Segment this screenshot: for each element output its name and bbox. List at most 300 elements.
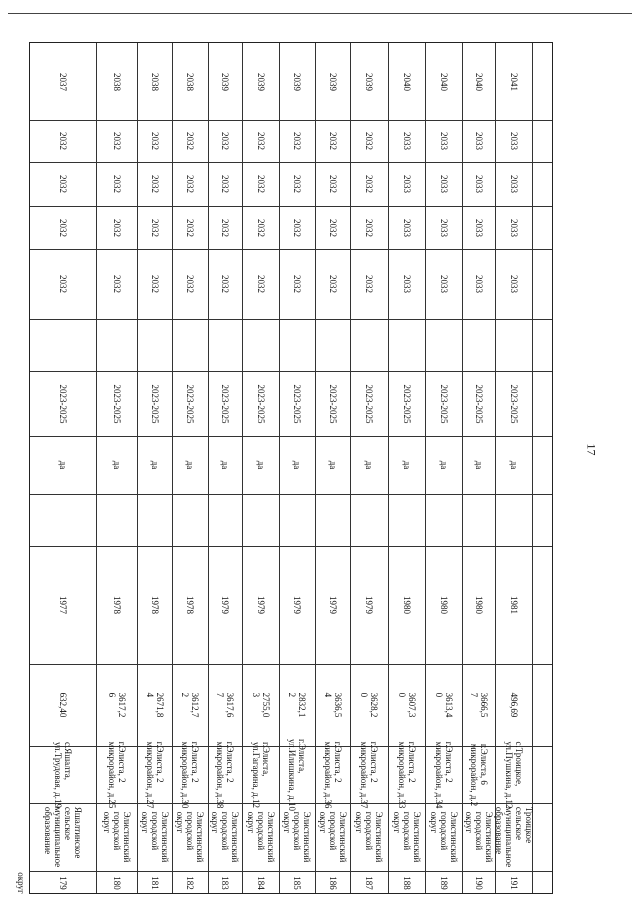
cell-c9 [462,249,495,319]
cell-text: 2671,8 4 [144,692,165,718]
cell-text: Элистинский городской округ [463,811,494,863]
cell-address [242,741,279,808]
cell-text: 2032 [220,132,230,150]
cell-c13 [388,43,425,120]
cell-c-empty [315,494,350,546]
cell-c10 [425,206,462,249]
cell-c10 [462,206,495,249]
cell-text: 2033 [508,275,519,293]
cell-text: 3666,5 7 [468,692,489,718]
top-rule [8,13,632,14]
cell-area [495,664,532,746]
cell-c9 [30,249,96,319]
cell-num [30,871,96,895]
cell-district [242,803,279,871]
cell-text: 2032 [327,175,338,193]
cell-c8 [350,319,388,371]
cell-text: да [220,460,230,470]
cell-text: 1979 [364,596,374,614]
cell-flag [208,436,242,494]
cell-text: 2023-2025 [255,384,266,423]
cell-text: 187 [364,876,374,890]
cell-text: Элистинский городской округ [354,811,384,863]
cell-num [495,871,532,895]
cell-district [172,803,208,871]
cell-year [242,546,279,664]
cell-c13 [495,43,532,120]
cell-text: 2023-2025 [508,384,519,423]
cell-text: г.Элиста, ул.Гагарина, д.12 [250,741,271,808]
cell-text: 2033 [401,132,412,150]
cell-c11 [172,162,208,206]
cell-text: 2033 [401,218,412,237]
cell-text: г.Элиста, 2 микрорайон, д.33 [396,741,417,808]
cell-flag [30,436,96,494]
cell-text: Яшалтинское сельское муниципальное образование [43,806,83,868]
cell-c9 [350,249,388,319]
cell-text: 2032 [327,132,338,150]
cell-text: 2033 [438,218,449,237]
cell-text: 1978 [185,596,195,614]
cell-text: г.Элиста, 2 микрорайон, д.27 [144,741,165,808]
cell-num [315,871,350,895]
cell-c12 [242,120,279,162]
cell-district [315,803,350,871]
cell-area [425,664,462,746]
cell-district [495,803,532,871]
cell-year [388,546,425,664]
cell-year [495,546,532,664]
cell-text: 2032 [58,132,68,150]
cell-c8 [315,319,350,371]
cell-c13 [30,43,96,120]
cell-period [208,371,242,436]
cell-text: 1980 [401,596,412,614]
cell-text: 2032 [111,132,122,150]
cell-text: 2032 [111,218,122,237]
cell-text: 2032 [58,218,68,237]
cell-c12 [315,120,350,162]
cell-period [242,371,279,436]
cell-c9 [388,249,425,319]
cell-period [137,371,172,436]
cell-year [315,546,350,664]
cell-text: да [473,460,484,470]
cell-text: Элистинский городской округ [428,811,459,863]
cell-text: 2032 [220,218,230,237]
cell-text: 2832,1 2 [287,692,307,718]
cell-c11 [208,162,242,206]
cell-period [462,371,495,436]
cell-text: Элистинский городской округ [245,811,276,863]
cell-text: 180 [111,876,122,890]
cell-text: 2032 [327,275,338,293]
cell-num [462,871,495,895]
cell-num [242,871,279,895]
cell-text: 1978 [149,596,160,614]
cell-c8 [30,319,96,371]
cell-text: 3607,3 0 [396,692,417,718]
cell-text: 2032 [255,175,266,193]
cell-address [208,741,242,808]
cell-text: 2032 [185,218,195,237]
cell-num [279,871,315,895]
cell-text: 1980 [438,596,449,614]
cell-text: 2033 [473,218,484,237]
cell-c12 [30,120,96,162]
cell-c11 [315,162,350,206]
cell-text: 1981 [508,596,519,614]
cell-text: 2032 [149,132,160,150]
page-number: 17 [584,443,599,456]
cell-text: 183 [220,876,230,890]
cell-text: 1980 [473,596,484,614]
cell-c12 [425,120,462,162]
cell-text: 2023-2025 [438,384,449,423]
cell-c11 [388,162,425,206]
cell-period [96,371,137,436]
cell-c-empty [208,494,242,546]
cell-c-empty [172,494,208,546]
cell-text: с.Троицкое, ул.Пушкина, д.12 [503,740,524,809]
cell-c12 [462,120,495,162]
cell-flag [495,436,532,494]
cell-c12 [96,120,137,162]
cell-flag [425,436,462,494]
cell-text: 2033 [438,175,449,193]
cell-text: 188 [401,876,412,890]
cell-text: да [438,460,449,470]
cell-address [315,741,350,808]
cell-text: 2032 [364,132,374,150]
cell-area [462,664,495,746]
cell-district [388,803,425,871]
cell-c9 [172,249,208,319]
cell-c9 [208,249,242,319]
cell-text: 2023-2025 [111,384,122,423]
cell-year [137,546,172,664]
cell-text: 2032 [292,132,302,150]
cell-c8 [96,319,137,371]
cell-address [137,741,172,808]
cell-c13 [279,43,315,120]
cell-text: 2032 [220,175,230,193]
cell-address [462,743,495,806]
cell-text: 2032 [364,175,374,193]
cell-text: 2032 [111,275,122,293]
cell-district [30,803,96,871]
cell-c9 [425,249,462,319]
cell-district [208,803,242,871]
cell-text: 190 [473,876,484,890]
cell-period [172,371,208,436]
cell-num [425,871,462,895]
cell-text: 2032 [58,275,68,293]
cell-text: 2032 [111,175,122,193]
carry-over-text [12,871,30,895]
cell-text: 3612,7 2 [180,692,200,718]
cell-num [137,871,172,895]
cell-text: 2032 [327,218,338,237]
cell-text: 2023-2025 [185,384,195,423]
cell-text: г.Элиста, 2 микрорайон, д.36 [322,741,343,808]
cell-c-empty [462,494,495,546]
cell-address [30,741,96,808]
cell-text: Троицкое сельское муниципальное образование [493,806,534,868]
cell-text: 3617,2 6 [106,692,127,718]
cell-district [137,803,172,871]
cell-text: 191 [508,876,519,890]
cell-address [425,741,462,808]
cell-c11 [495,162,532,206]
cell-area [388,664,425,746]
cell-period [315,371,350,436]
cell-c11 [242,162,279,206]
cell-c8 [242,319,279,371]
cell-text: 2023-2025 [364,384,374,423]
cell-address [96,741,137,808]
cell-text: 2032 [292,275,302,293]
cell-area [30,664,96,746]
cell-c10 [495,206,532,249]
cell-c13 [315,43,350,120]
cell-c13 [137,43,172,120]
cell-num [172,871,208,895]
cell-text: Элистинский городской округ [391,811,422,863]
cell-c13 [96,43,137,120]
cell-text: 2032 [364,218,374,237]
cell-flag [137,436,172,494]
cell-text: 2023-2025 [401,384,412,423]
cell-period [495,371,532,436]
cell-text: 2032 [149,218,160,237]
cell-c11 [96,162,137,206]
cell-text: да [58,460,68,470]
cell-text: 2033 [508,175,519,193]
cell-text: 2033 [508,218,519,237]
cell-c10 [242,206,279,249]
cell-c10 [96,206,137,249]
cell-text: 2023-2025 [292,384,302,423]
cell-text: 2032 [255,275,266,293]
cell-text: г.Элиста, 2 микрорайон, д.37 [359,741,379,808]
cell-c11 [30,162,96,206]
cell-c8 [279,319,315,371]
cell-c13 [208,43,242,120]
cell-c12 [137,120,172,162]
cell-text: г.Элиста, 2 микрорайон, д.30 [180,741,200,808]
cell-text: 179 [58,876,68,890]
cell-text: 181 [149,876,160,890]
cell-text: да [508,460,519,470]
cell-text: Элистинский городской округ [101,811,132,863]
cell-text: 2032 [149,175,160,193]
cell-c11 [462,162,495,206]
cell-district [350,803,388,871]
cell-area [350,664,388,746]
cell-flag [315,436,350,494]
cell-text: 2032 [185,275,195,293]
cell-text: 2039 [292,72,302,91]
cell-text: 2038 [149,72,160,91]
cell-district [279,803,315,871]
cell-period [30,371,96,436]
cell-text: г.Элиста, 2 микрорайон, д.34 [433,741,454,808]
cell-text: 1979 [327,596,338,614]
cell-text: 496,69 [508,692,519,718]
cell-flag [172,436,208,494]
cell-text: Элистинский городской округ [282,811,312,863]
cell-text: 2032 [185,132,195,150]
cell-text: 2023-2025 [327,384,338,423]
cell-text: 3636,5 4 [322,692,343,718]
cell-text: да [185,460,195,470]
cell-text: 2039 [364,72,374,91]
cell-c12 [495,120,532,162]
cell-address [172,741,208,808]
cell-text: да [149,460,160,470]
cell-c12 [279,120,315,162]
cell-text: 2033 [508,132,519,150]
cell-year [172,546,208,664]
cell-c13 [425,43,462,120]
cell-text: 2033 [473,275,484,293]
cell-address [279,738,315,811]
cell-address [388,741,425,808]
cell-year [96,546,137,664]
cell-text: г.Элиста, 2 микрорайон, д.38 [215,741,235,808]
cell-c10 [388,206,425,249]
cell-district [462,803,495,871]
cell-c-empty [495,494,532,546]
cell-text: 3613,4 0 [433,692,454,718]
cell-c8 [208,319,242,371]
cell-text: 1979 [255,596,266,614]
cell-year [30,546,96,664]
cell-c-empty [242,494,279,546]
cell-c8 [495,319,532,371]
cell-text: 2033 [473,175,484,193]
cell-c11 [279,162,315,206]
cell-text: да [364,460,374,470]
cell-text: 1977 [58,596,68,614]
cell-text: 1979 [292,596,302,614]
cell-c10 [279,206,315,249]
cell-c-empty [279,494,315,546]
cell-c9 [242,249,279,319]
cell-flag [96,436,137,494]
cell-text: да [255,460,266,470]
cell-c12 [208,120,242,162]
cell-text: 185 [292,876,302,890]
cell-num [388,871,425,895]
cell-year [208,546,242,664]
cell-text: 182 [185,876,195,890]
cell-c12 [350,120,388,162]
cell-text: 2032 [185,175,195,193]
cell-c9 [96,249,137,319]
cell-year [350,546,388,664]
cell-text: 2039 [255,72,266,91]
cell-c11 [425,162,462,206]
cell-c12 [172,120,208,162]
cell-c9 [495,249,532,319]
cell-period [425,371,462,436]
cell-flag [279,436,315,494]
cell-text: 2023-2025 [58,384,68,423]
cell-text: да [111,460,122,470]
cell-text: 2033 [473,132,484,150]
cell-text: 1979 [220,596,230,614]
cell-c8 [137,319,172,371]
cell-year [279,546,315,664]
cell-address [495,740,532,809]
cell-text: 2040 [438,72,449,91]
cell-text: 2023-2025 [149,384,160,423]
cell-c8 [172,319,208,371]
cell-text: 2032 [255,132,266,150]
cell-c11 [350,162,388,206]
cell-text: г.Элиста, 2 микрорайон, д.25 [106,741,127,808]
cell-c-empty [350,494,388,546]
cell-c13 [242,43,279,120]
cell-text: 2032 [220,275,230,293]
cell-text: 2023-2025 [220,384,230,423]
cell-c-empty [96,494,137,546]
cell-text: 2755,0 3 [250,692,271,718]
cell-c-empty [30,494,96,546]
cell-text: 2038 [185,72,195,91]
cell-text: 2032 [149,275,160,293]
cell-text: 2039 [220,72,230,91]
cell-text: 1978 [111,596,122,614]
cell-c10 [30,206,96,249]
cell-text: Элистинский городской округ [317,811,348,863]
cell-area [96,664,137,746]
cell-text: да [401,460,412,470]
cell-c10 [172,206,208,249]
cell-c12 [388,120,425,162]
cell-text: Элистинский городской округ [210,811,240,863]
cell-text: 184 [255,876,266,890]
cell-text: 3617,6 7 [215,692,235,718]
cell-c-empty [388,494,425,546]
cell-flag [350,436,388,494]
cell-area [279,664,315,746]
cell-text: 186 [327,876,338,890]
cell-c8 [425,319,462,371]
cell-num [208,871,242,895]
cell-text: 2033 [401,275,412,293]
cell-c10 [350,206,388,249]
cell-year [425,546,462,664]
cell-text: Элистинский городской округ [139,811,170,863]
cell-c-empty [425,494,462,546]
cell-period [388,371,425,436]
cell-area [315,664,350,746]
cell-flag [242,436,279,494]
cell-c8 [462,319,495,371]
column-divider [532,43,533,893]
cell-text: г.Элиста, ул.Илишкина, д.10 [287,738,307,811]
cell-text: 2038 [111,72,122,91]
cell-address [350,741,388,808]
cell-district [425,803,462,871]
cell-text: Элистинский городской округ [175,811,205,863]
cell-text: 2032 [58,175,68,193]
cell-text: 2032 [255,218,266,237]
cell-text: 189 [438,876,449,890]
